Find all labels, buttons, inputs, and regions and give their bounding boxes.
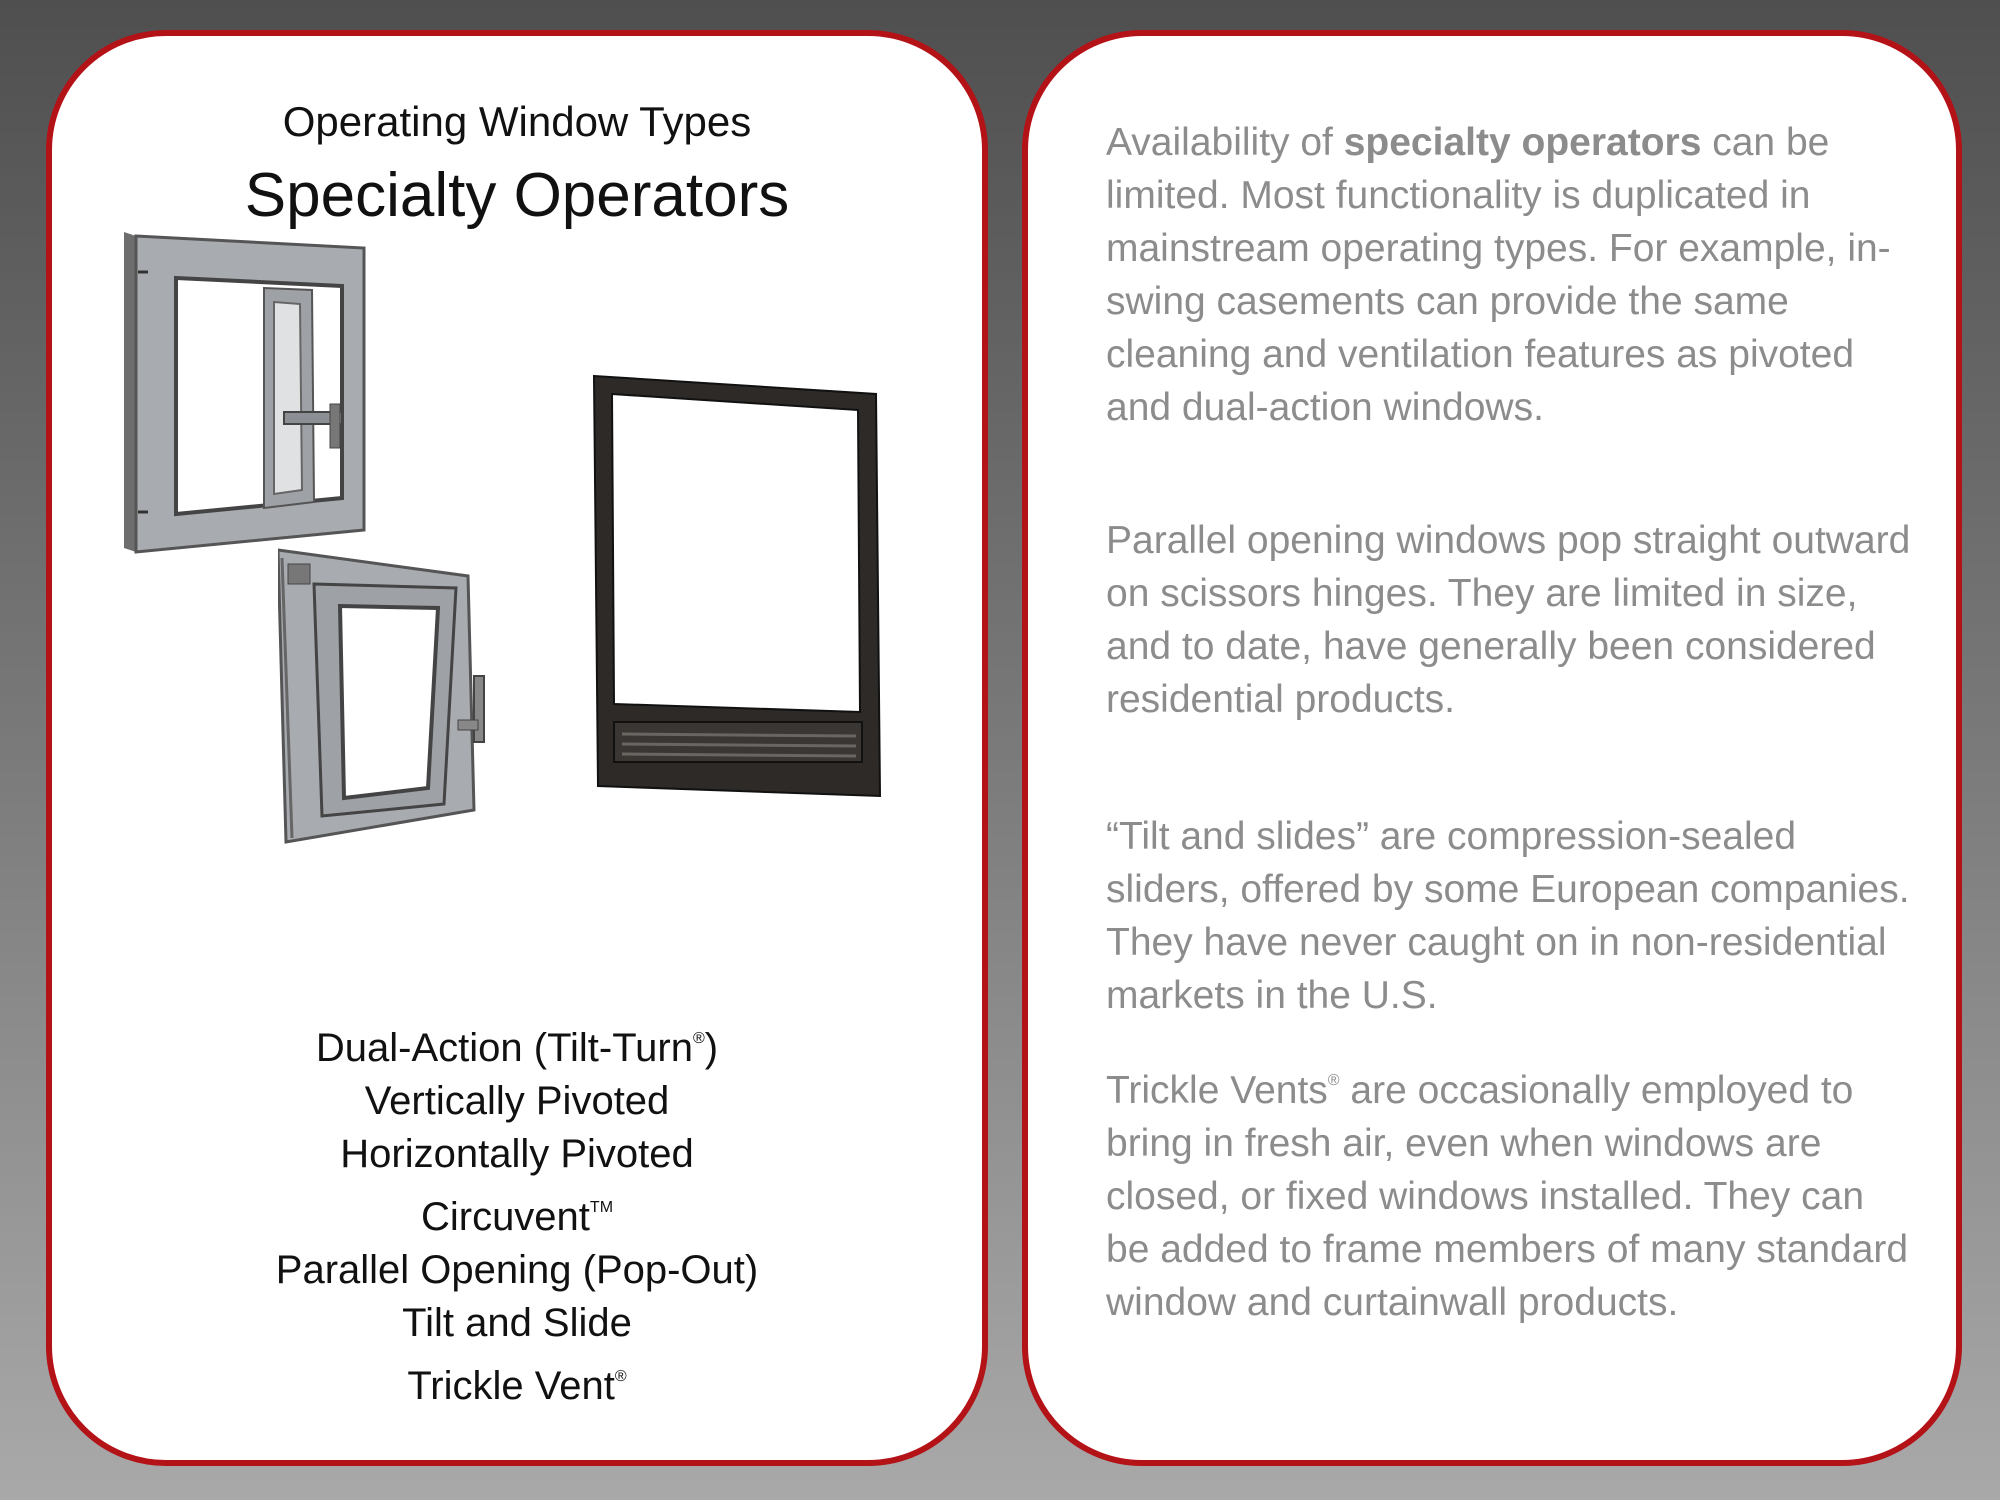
supertitle: Operating Window Types [282,98,752,145]
list-item: Dual-Action (Tilt-Turn®) [315,1026,719,1070]
list-item: Vertically Pivoted [364,1079,670,1123]
list-item: Tilt and Slide [402,1301,632,1345]
list-item: Horizontally Pivoted [340,1132,694,1176]
list-item: Trickle Vent® [407,1364,627,1408]
paragraph-availability: Availability of specialty operators can be limited. Most functionality is duplicated in mainstream operating types. For example, in-swing casements can provide the same cleaning and ventilation features as pivoted and dual-action windows. [1106,121,1891,429]
paragraph-parallel-opening: Parallel opening windows pop straight outward on scissors hinges. They are limited in size, and to date, have generally been considered residential products. [1106,519,1911,721]
list-item: Circuvent™ [420,1195,614,1239]
page-title: Specialty Operators [244,161,790,230]
trickle-vent-window-photo [590,372,890,808]
right-panel [1022,30,1962,1466]
list-item: Parallel Opening (Pop-Out) [275,1248,759,1292]
paragraph-tilt-and-slide: “Tilt and slides” are compression-sealed sliders, offered by some European companies. They have never caught on in non-residential markets in the U.S. [1106,815,1910,1017]
left-panel [46,30,988,1466]
paragraph-trickle-vents: Trickle Vents® are occasionally employed to bring in fresh air, even when windows are closed, or fixed windows installed. They can be added to frame members of many standard window and curtainwall products. [1106,1069,1909,1324]
dual-action-tilt-turn-window-photo [278,548,518,848]
vertically-pivoted-window-photo [124,232,374,562]
operator-type-list [52,1012,982,1413]
